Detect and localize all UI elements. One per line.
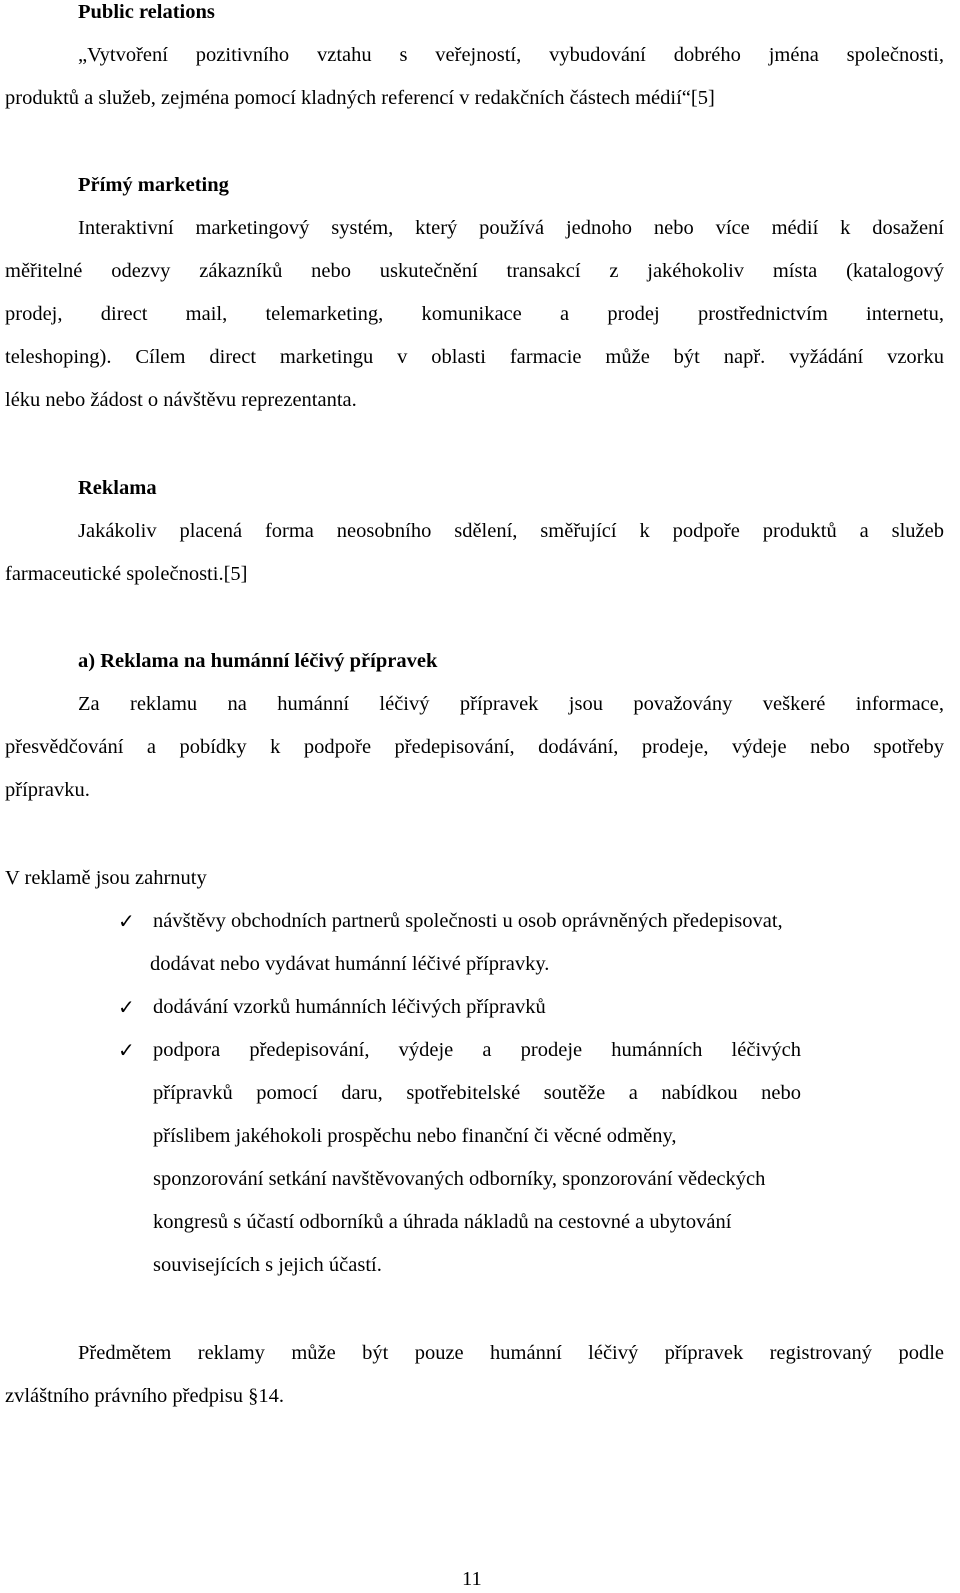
paragraph-line: produktů a služeb, zejména pomocí kladných referencí v redakčních částech médií“[5] xyxy=(5,87,715,109)
list-item-line: kongresů s účastí odborníků a úhrada nákladů na cestovné a ubytování xyxy=(153,1211,732,1233)
paragraph-line: zvláštního právního předpisu §14. xyxy=(5,1385,284,1407)
check-icon: ✓ xyxy=(118,909,135,933)
check-icon: ✓ xyxy=(118,995,135,1019)
paragraph-line: Za reklamu na humánní léčivý přípravek jsou považovány veškeré informace, xyxy=(78,693,944,715)
paragraph-line: „Vytvoření pozitivního vztahu s veřejností, vybudování dobrého jména společnosti, xyxy=(78,44,944,66)
paragraph-line: léku nebo žádost o návštěvu reprezentanta. xyxy=(5,389,357,411)
section-heading-humanni-pripravek: a) Reklama na humánní léčivý přípravek xyxy=(78,650,438,672)
paragraph-line: přípravku. xyxy=(5,779,90,801)
list-item-line: dodávat nebo vydávat humánní léčivé přípravky. xyxy=(150,953,550,975)
section-heading-direct-marketing: Přímý marketing xyxy=(78,174,229,196)
paragraph-line: přesvědčování a pobídky k podpoře předepisování, dodávání, prodeje, výdeje nebo spotřeby xyxy=(5,736,944,758)
page-number: 11 xyxy=(462,1568,482,1590)
list-item-line: přípravků pomocí daru, spotřebitelské soutěže a nabídkou nebo xyxy=(153,1082,801,1104)
list-item-line: souvisejících s jejich účastí. xyxy=(153,1254,382,1276)
paragraph-line: teleshoping). Cílem direct marketingu v oblasti farmacie může být např. vyžádání vzorku xyxy=(5,346,944,368)
list-item-line: návštěvy obchodních partnerů společnosti u osob oprávněných předepisovat, xyxy=(153,910,783,932)
section-heading-public-relations: Public relations xyxy=(78,1,215,23)
paragraph-line: Předmětem reklamy může být pouze humánní léčivý přípravek registrovaný podle xyxy=(78,1342,944,1364)
paragraph-line: farmaceutické společnosti.[5] xyxy=(5,563,248,585)
paragraph-line: Jakákoliv placená forma neosobního sdělení, směřující k podpoře produktů a služeb xyxy=(78,520,944,542)
list-item-line: příslibem jakéhokoli prospěchu nebo finanční či věcné odměny, xyxy=(153,1125,677,1147)
paragraph-line: Interaktivní marketingový systém, který používá jednoho nebo více médií k dosažení xyxy=(78,217,944,239)
paragraph-line: prodej, direct mail, telemarketing, komunikace a prodej prostřednictvím internetu, xyxy=(5,303,944,325)
check-icon: ✓ xyxy=(118,1038,135,1062)
paragraph-line: měřitelné odezvy zákazníků nebo uskutečnění transakcí z jakéhokoliv místa (katalogový xyxy=(5,260,944,282)
list-item-line: dodávání vzorků humánních léčivých přípravků xyxy=(153,996,546,1018)
list-item-line: sponzorování setkání navštěvovaných odborníky, sponzorování vědeckých xyxy=(153,1168,766,1190)
list-intro: V reklamě jsou zahrnuty xyxy=(5,867,207,889)
list-item-line: podpora předepisování, výdeje a prodeje humánních léčivých xyxy=(153,1039,801,1061)
section-heading-reklama: Reklama xyxy=(78,477,157,499)
